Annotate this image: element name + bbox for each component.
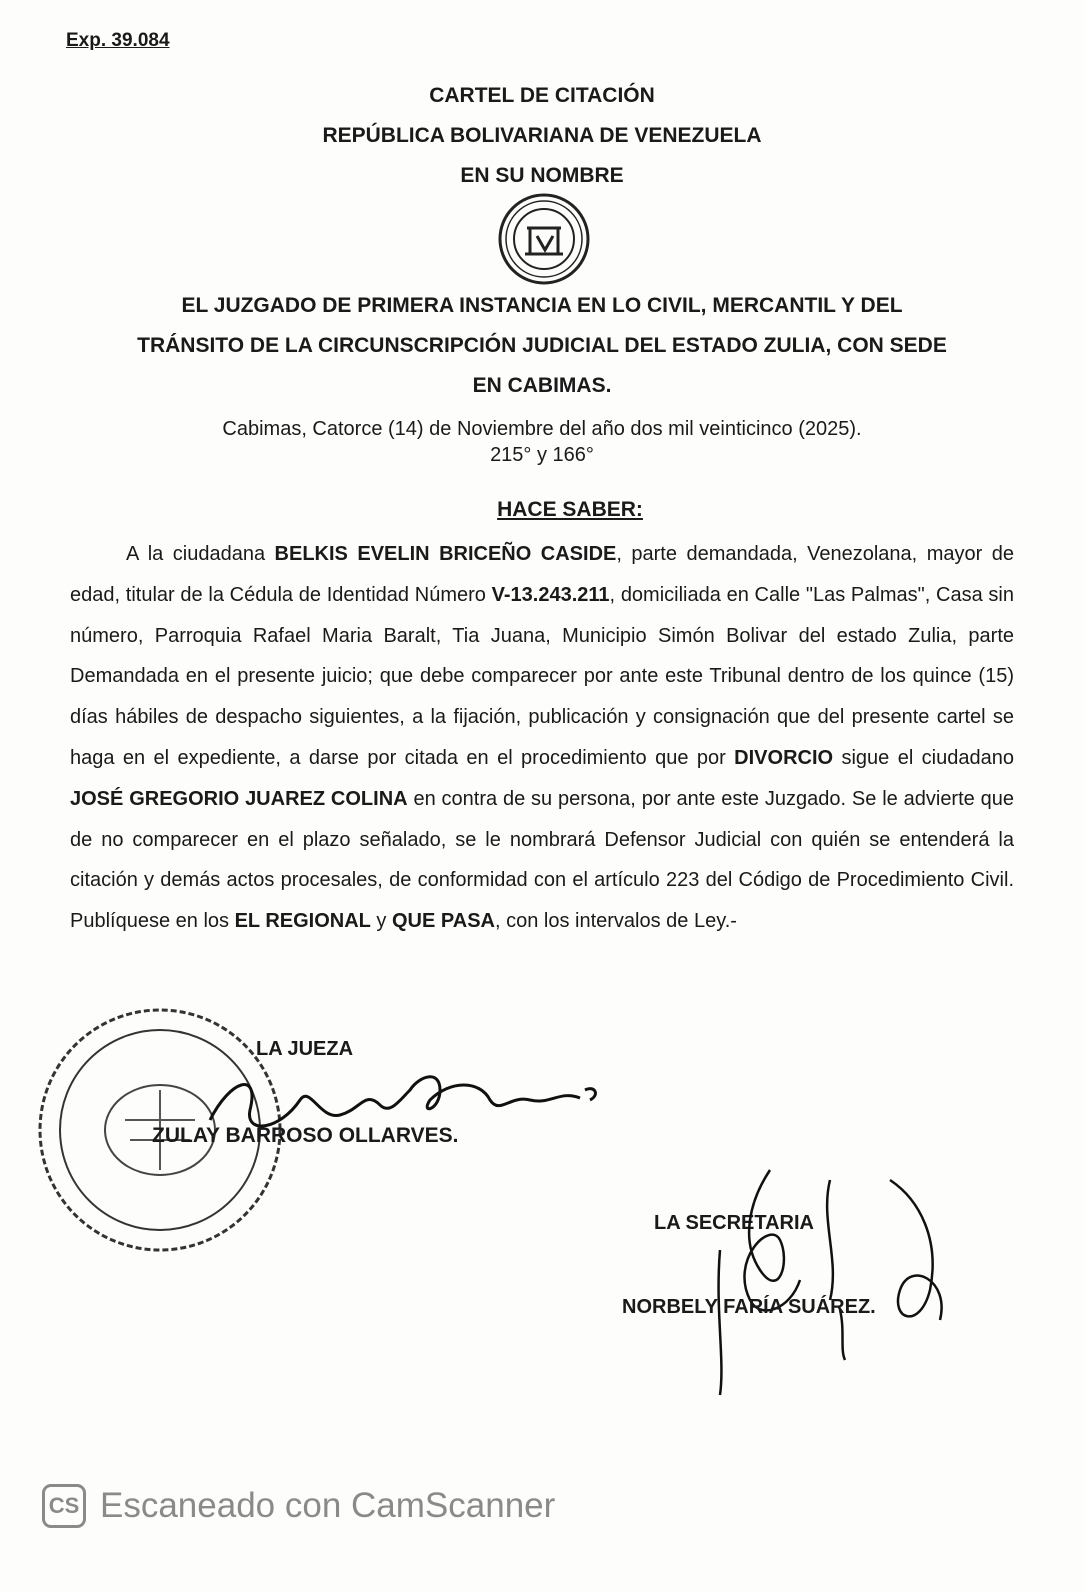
title-en-su-nombre: EN SU NOMBRE xyxy=(460,164,624,187)
citation-body xyxy=(70,534,1014,942)
judicial-seal-icon xyxy=(497,192,591,286)
case-type: DIVORCIO xyxy=(734,746,834,769)
plaintiff-name: JOSÉ GREGORIO JUAREZ COLINA xyxy=(70,787,408,810)
body-text-6: y xyxy=(370,910,392,933)
hace-saber-heading: HACE SABER: xyxy=(497,498,643,521)
body-text-7: , con los intervalos de Ley.- xyxy=(494,910,737,933)
body-text-4: sigue el ciudadano xyxy=(833,746,1014,769)
years-line: 215° y 166° xyxy=(490,444,594,466)
defendant-name: BELKIS EVELIN BRICEÑO CASIDE xyxy=(274,543,617,565)
camscanner-text: Escaneado con CamScanner xyxy=(100,1486,556,1525)
secretaria-title: LA SECRETARIA xyxy=(654,1212,814,1234)
secretaria-name: NORBELY FARÍA SUÁREZ. xyxy=(622,1296,876,1318)
body-text-3: , domiciliada en Calle "Las Palmas", Casa sin número, Parroquia Rafael Maria Baralt, Tia Juana, Municipio Simón Bolivar del estado Zulia, parte Demandada en el presente juicio; que debe comparecer por ante este Tribunal dentro de los quince (15) días hábiles de despacho siguientes, a la fijación, publicación y consignación que del presente cartel se haga en el expediente, a darse por citada en el procedimiento que por xyxy=(70,583,1014,769)
body-text-1: A la ciudadana xyxy=(126,543,275,565)
secretaria-signature-icon xyxy=(690,1160,990,1400)
body-text-2: , parte demandada, Venezolana, mayor de edad, titular de la Cédula de Identidad Número xyxy=(70,543,1014,606)
title-republica: REPÚBLICA BOLIVARIANA DE VENEZUELA xyxy=(322,124,762,147)
expediente-number: Exp. 39.084 xyxy=(66,30,170,51)
body-text-5: en contra de su persona, por ante este Juzgado. Se le advierte que de no comparecer en el plazo señalado, se le nombrará Defensor Judicial con quién se entenderá la citación y demás actos procesales, de conformidad con el artículo 223 del Código de Procedimiento Civil. Publíquese en los xyxy=(70,787,1014,933)
newspaper-2: QUE PASA xyxy=(392,910,495,933)
camscanner-watermark xyxy=(42,1484,555,1528)
cedula-number: V-13.243.211 xyxy=(491,583,610,606)
camscanner-logo-icon: CS xyxy=(42,1484,86,1528)
date-line: Cabimas, Catorce (14) de Noviembre del año dos mil veinticinco (2025). xyxy=(222,418,862,440)
jueza-name: ZULAY BARROSO OLLARVES. xyxy=(152,1124,459,1147)
court-line-2: TRÁNSITO DE LA CIRCUNSCRIPCIÓN JUDICIAL DEL ESTADO ZULIA, CON SEDE xyxy=(137,334,947,357)
newspaper-1: EL REGIONAL xyxy=(234,910,371,933)
jueza-title: LA JUEZA xyxy=(256,1038,354,1060)
court-line-3: EN CABIMAS. xyxy=(472,374,612,397)
title-cartel: CARTEL DE CITACIÓN xyxy=(429,84,655,107)
court-line-1: EL JUZGADO DE PRIMERA INSTANCIA EN LO CIVIL, MERCANTIL Y DEL xyxy=(181,294,903,317)
court-name xyxy=(70,286,1014,406)
